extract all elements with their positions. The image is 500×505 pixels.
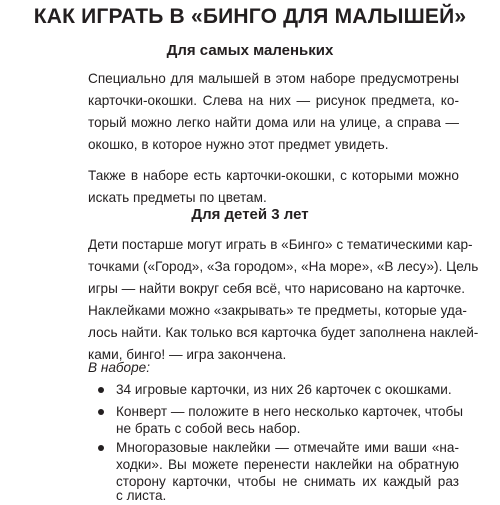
list-item-line: 34 игровые карточки, из них 26 карточек с окошками. <box>116 382 452 397</box>
paragraph-line: искать предметы по цветам. <box>88 190 267 205</box>
paragraph-line: Дети постарше могут играть в «Бинго» с тематическими кар- <box>88 237 473 252</box>
kit-label: В наборе: <box>88 360 150 375</box>
paragraph-line: игры — найти вокруг себя всё, что нарисовано на карточке. <box>88 281 466 296</box>
paragraph-line: Также в наборе есть карточки-окошки, с которыми можно <box>88 168 459 183</box>
paragraph-line: лось найти. Как только вся карточка будет заполнена наклей- <box>88 325 479 340</box>
list-item-line: сторону карточки, чтобы не снимать их каждый раз <box>116 474 459 489</box>
list-item-line: Многоразовые наклейки — отмечайте ими ваши «на- <box>116 440 459 455</box>
bullet-icon <box>98 445 104 451</box>
paragraph-line: точками («Город», «За городом», «На море», «В лесу»). Цель <box>88 259 479 274</box>
paragraph-line: Наклейками можно «закрывать» те предметы, которые уда- <box>88 303 467 318</box>
bullet-icon <box>98 387 104 393</box>
paragraph-line: Специально для малышей в этом наборе предусмотрены <box>88 71 459 86</box>
section-heading-youngest: Для самых маленьких <box>166 42 334 59</box>
page-title: КАК ИГРАТЬ В «БИНГО ДЛЯ МАЛЫШЕЙ» <box>33 5 467 28</box>
paragraph-line: карточки-окошки. Слева на них — рисунок предмета, ко- <box>88 93 459 108</box>
paragraph-line: торый можно легко найти дома или на улице, а справа — <box>88 115 459 130</box>
section-heading-age-3: Для детей 3 лет <box>191 206 309 223</box>
list-item-line: ходки». Вы можете перенести наклейки на обратную <box>116 457 459 472</box>
paragraph-line: окошко, в которое нужно этот предмет увидеть. <box>88 137 389 152</box>
list-item-line: с листа. <box>116 488 167 503</box>
list-item-line: Конверт — положите в него несколько карточек, чтобы <box>116 404 464 419</box>
list-item-line: не брать с собой весь набор. <box>116 421 301 436</box>
paragraph-line: ками, бинго! — игра закончена. <box>88 347 287 362</box>
bullet-icon <box>98 409 104 415</box>
